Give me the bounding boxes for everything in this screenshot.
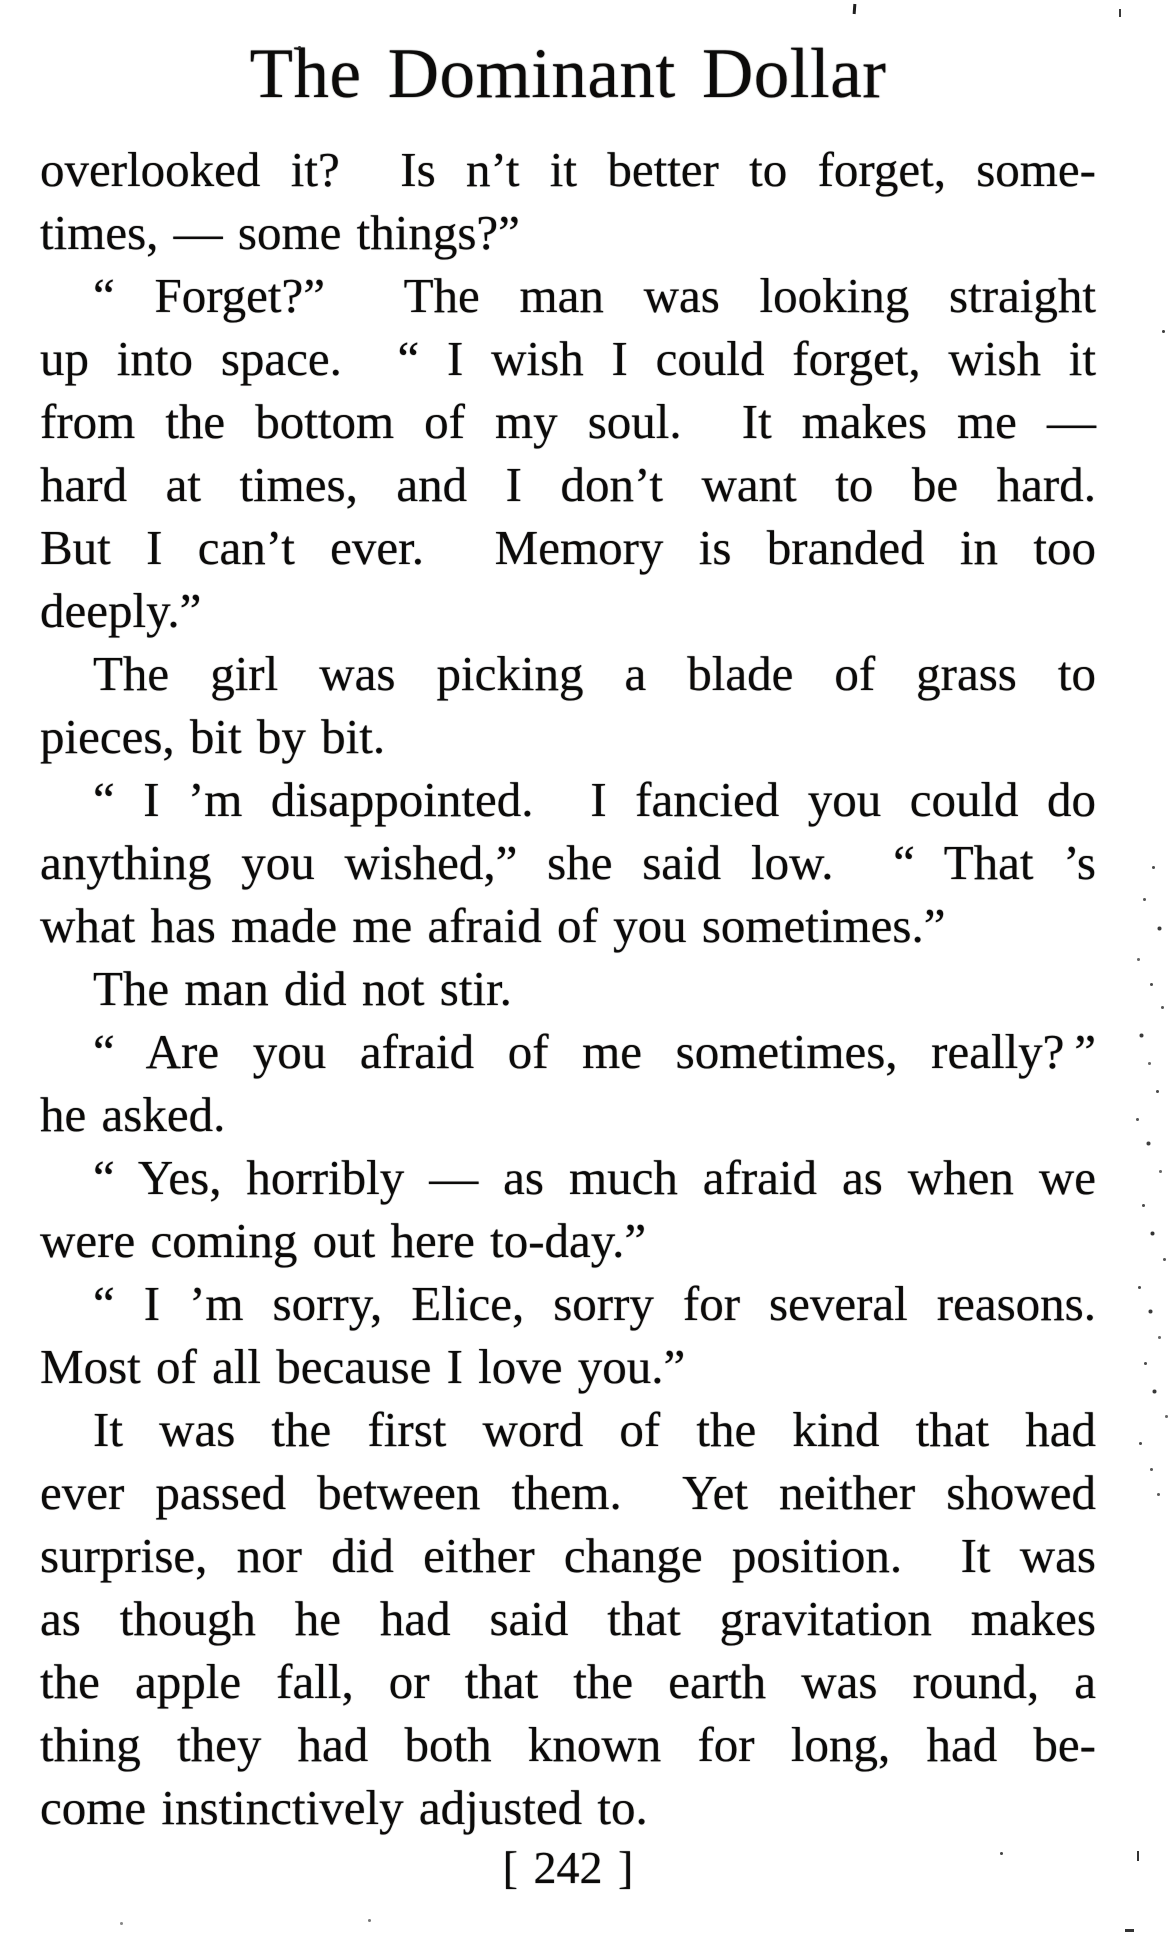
text-line: The girl was picking a blade of grass to	[93, 646, 1096, 701]
text-line: “ I ’m disappointed. I fancied you could do	[93, 772, 1096, 827]
text-line: “ Forget?” The man was looking straight	[93, 268, 1096, 323]
text-line: But I can’t ever. Memory is branded in too	[40, 520, 1096, 575]
text-line: ever passed between them. Yet neither showed	[40, 1465, 1096, 1520]
text-line: pieces, bit by bit.	[40, 709, 386, 764]
text-line: as though he had said that gravitation makes	[40, 1591, 1096, 1646]
text-line: were coming out here to-day.”	[40, 1213, 647, 1268]
text-line: deeply.”	[40, 583, 202, 638]
text-line: hard at times, and I don’t want to be hard.	[40, 457, 1096, 512]
scan-speck	[853, 4, 857, 14]
text-line: surprise, nor did either change position. It was	[40, 1528, 1096, 1583]
page-number: [ 242 ]	[502, 1842, 634, 1893]
text-line: It was the first word of the kind that had	[93, 1402, 1096, 1457]
text-line: from the bottom of my soul. It makes me —	[40, 394, 1096, 449]
text-line: “ Are you afraid of me sometimes, really? ”	[93, 1024, 1096, 1079]
page-body	[40, 138, 1096, 1839]
text-line: come instinctively adjusted to.	[40, 1780, 648, 1835]
text-line: overlooked it? Is n’t it better to forget, some-	[40, 142, 1096, 197]
scan-speck	[1125, 1929, 1134, 1932]
text-line: Most of all because I love you.”	[40, 1339, 686, 1394]
text-line: what has made me afraid of you sometimes.”	[40, 898, 946, 953]
text-line: anything you wished,” she said low. “ That ’s	[40, 835, 1096, 890]
page-title: The Dominant Dollar	[249, 35, 887, 113]
page-footer	[40, 1836, 1096, 1899]
text-line: times, — some things?”	[40, 205, 520, 260]
text-line: up into space. “ I wish I could forget, wish it	[40, 331, 1096, 386]
text-line: the apple fall, or that the earth was round, a	[40, 1654, 1096, 1709]
text-line: he asked.	[40, 1087, 226, 1142]
text-line: thing they had both known for long, had be-	[40, 1717, 1096, 1772]
text-line: “ Yes, horribly — as much afraid as when we	[93, 1150, 1096, 1205]
scan-speck	[1137, 1851, 1139, 1861]
text-line: The man did not stir.	[93, 961, 512, 1016]
text-line: “ I ’m sorry, Elice, sorry for several reasons.	[93, 1276, 1096, 1331]
scan-speck	[1119, 9, 1121, 17]
